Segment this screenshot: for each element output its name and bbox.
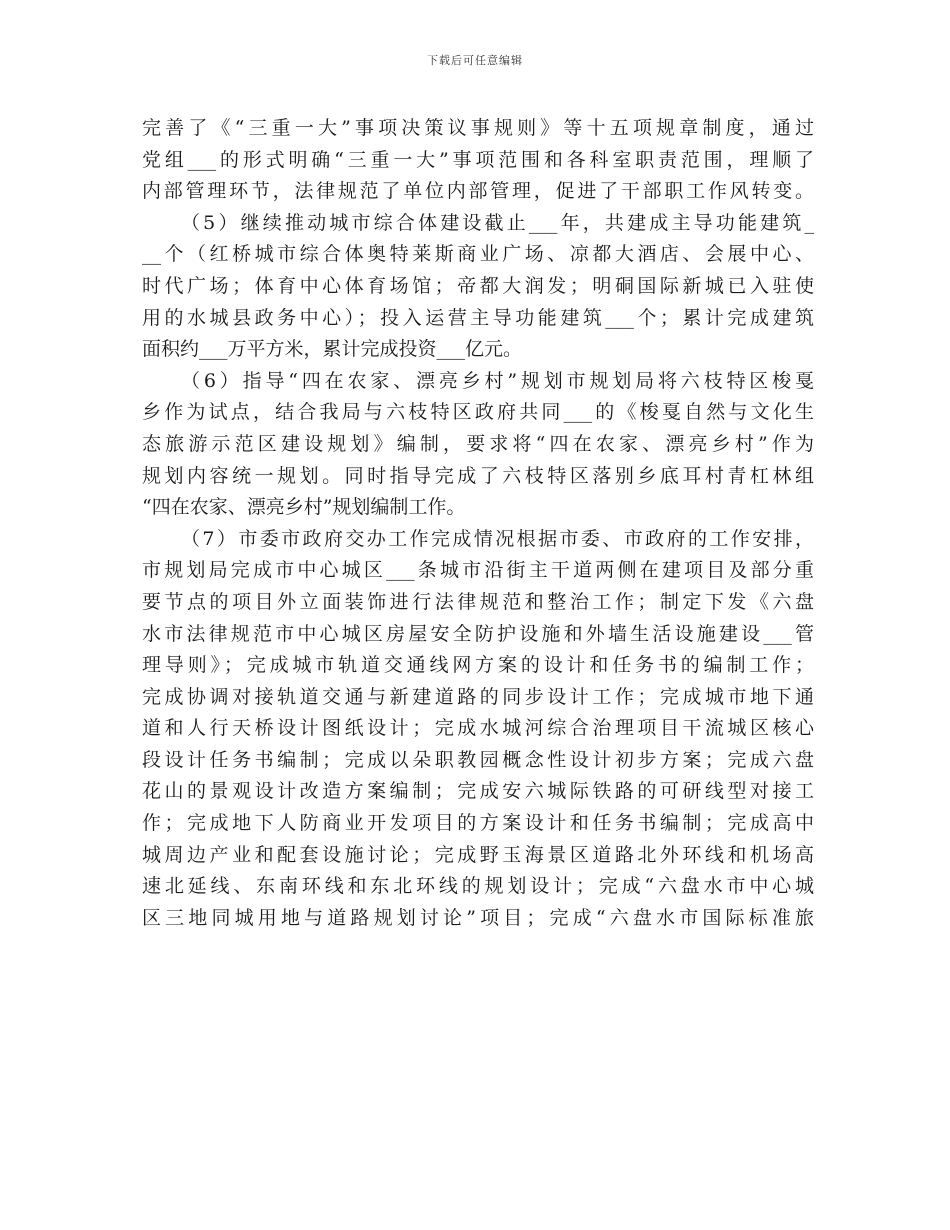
text-line: 乡作为试点，结合我局与六枝特区政府共同___的《梭戛自然与文化生 [142,401,814,424]
text-line: 区三地同城用地与道路规划讨论”项目；完成“六盘水市国际标准旅 [142,906,814,929]
text-line: （7）市委市政府交办工作完成情况根据市委、市政府的工作安排， [181,527,814,550]
text-line: __个（红桥城市综合体奥特莱斯商业广场、凉都大酒店、会展中心、 [142,243,814,266]
text-line: 面积约___万平方米，累计完成投资___亿元。 [142,338,523,361]
text-line: 完善了《“三重一大”事项决策议事规则》等十五项规章制度，通过 [142,117,814,139]
page-header: 下载后可任意编辑 [427,54,523,67]
text-line: 段设计任务书编制；完成以朵职教园概念性设计初步方案；完成六盘 [142,748,814,771]
document-body [142,113,814,934]
text-line: 作；完成地下人防商业开发项目的方案设计和任务书编制；完成高中 [142,812,814,835]
text-line: 态旅游示范区建设规划》编制，要求将“四在农家、漂亮乡村”作为 [142,432,814,455]
text-line: 完成协调对接轨道交通与新建道路的同步设计工作；完成城市地下通 [142,685,814,708]
text-line: 速北延线、东南环线和东北环线的规划设计；完成“六盘水市中心城 [142,875,814,898]
text-line: 要节点的项目外立面装饰进行法律规范和整治工作；制定下发《六盘 [142,590,814,613]
text-line: 城周边产业和配套设施讨论；完成野玉海景区道路北外环线和机场高 [142,843,814,866]
text-line: 道和人行天桥设计图纸设计；完成水城河综合治理项目干流城区核心 [142,717,814,740]
text-line: 理导则》；完成城市轨道交通线网方案的设计和任务书的编制工作； [142,654,814,677]
text-line: 花山的景观设计改造方案编制；完成安六城际铁路的可研线型对接工 [142,780,814,803]
text-line: 市规划局完成市中心城区___条城市沿街主干道两侧在建项目及部分重 [142,559,814,582]
text-line: （6）指导“四在农家、漂亮乡村”规划市规划局将六枝特区梭戛 [181,369,814,392]
text-line: 水市法律规范市中心城区房屋安全防护设施和外墙生活设施建设___管 [142,622,814,645]
text-line: 内部管理环节，法律规范了单位内部管理，促进了干部职工作风转变。 [142,180,814,203]
text-line: “四在农家、漂亮乡村”规划编制工作。 [142,496,466,519]
text-line: 规划内容统一规划。同时指导完成了六枝特区落别乡底耳村青杠林组 [142,464,814,487]
text-line: （5）继续推动城市综合体建设截止___年，共建成主导功能建筑_ [181,211,814,234]
text-line: 时代广场；体育中心体育场馆；帝都大润发；明硐国际新城已入驻使 [142,274,814,297]
text-line: 用的水城县政务中心）；投入运营主导功能建筑___个；累计完成建筑 [142,306,814,329]
text-line: 党组___的形式明确“三重一大”事项范围和各科室职责范围，理顺了 [142,148,814,171]
